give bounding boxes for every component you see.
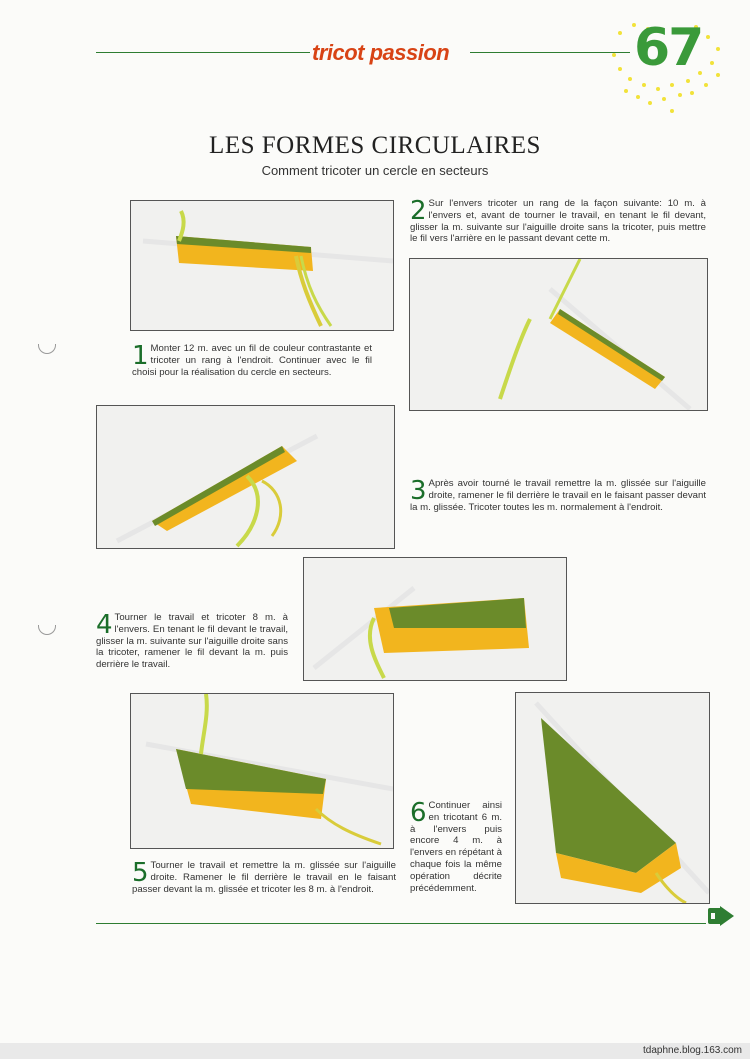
step-5-description: Tourner le travail et remettre la m. glissée sur l'aiguille droite. Ramener le fil derrière le travail en le faisant passer devant la m. glissée et tricoter les 8 m. à l'endroit. bbox=[132, 860, 396, 895]
page-title: LES FORMES CIRCULAIRES bbox=[209, 132, 541, 159]
photo-step-3 bbox=[96, 405, 395, 549]
step-1-number: 1 bbox=[132, 341, 149, 371]
photo-step-6 bbox=[515, 692, 710, 904]
footer-bar bbox=[0, 1043, 750, 1059]
step-6-description: Continuer ainsi en tricotant 6 m. à l'envers puis encore 4 m. à l'envers en répétant à chaque fois la même opération décrite précédemment. bbox=[410, 800, 502, 894]
step-6-number: 6 bbox=[410, 798, 427, 828]
page-number: 67 bbox=[634, 18, 703, 78]
next-page-arrow-icon[interactable] bbox=[708, 906, 734, 926]
step-5-text bbox=[132, 860, 396, 895]
binder-ring-icon bbox=[38, 344, 56, 354]
step-3-description: Après avoir tourné le travail remettre la m. glissée sur l'aiguille droite, ramener le fil derrière le travail en le faisant passer devant la m. glissée. Tricoter toutes les m. normalement à l'endroit. bbox=[410, 478, 706, 513]
photo-step-5 bbox=[130, 693, 394, 849]
header-rule-left bbox=[96, 52, 310, 53]
step-2-description: Sur l'envers tricoter un rang de la façon suivante: 10 m. à l'envers et, avant de tourner le travail, en tenant le fil devant, glisser la m. suivante sur l'aiguille droite sans la tricoter, puis mettre le fil vers l'arrière en le passant devant cette m. bbox=[410, 198, 706, 245]
binder-ring-icon bbox=[38, 625, 56, 635]
step-4-description: Tourner le travail et tricoter 8 m. à l'envers. En tenant le fil devant le travail, glisser la m. suivante sur l'aiguille droite sans la tricoter, ramener le fil devant la m. puis derrière le travail. bbox=[96, 612, 288, 671]
step-5-number: 5 bbox=[132, 858, 149, 888]
step-2-text bbox=[410, 198, 706, 245]
photo-step-4 bbox=[303, 557, 567, 681]
photo-step-1 bbox=[130, 200, 394, 331]
step-4-text bbox=[96, 612, 288, 671]
step-3-text bbox=[410, 478, 706, 513]
step-1-text bbox=[132, 343, 372, 378]
step-1-description: Monter 12 m. avec un fil de couleur contrastante et tricoter un rang à l'endroit. Continuer avec le fil choisi pour la réalisation du cercle en secteurs. bbox=[132, 343, 372, 378]
step-2-number: 2 bbox=[410, 196, 427, 226]
footer-rule bbox=[96, 923, 706, 924]
step-3-number: 3 bbox=[410, 476, 427, 506]
page-subtitle: Comment tricoter un cercle en secteurs bbox=[261, 163, 489, 178]
brand-logo: tricot passion bbox=[312, 40, 450, 65]
footer-credit: tdaphne.blog.163.com bbox=[643, 1045, 742, 1056]
step-6-text bbox=[410, 800, 502, 894]
step-4-number: 4 bbox=[96, 610, 113, 640]
photo-step-2 bbox=[409, 258, 708, 411]
